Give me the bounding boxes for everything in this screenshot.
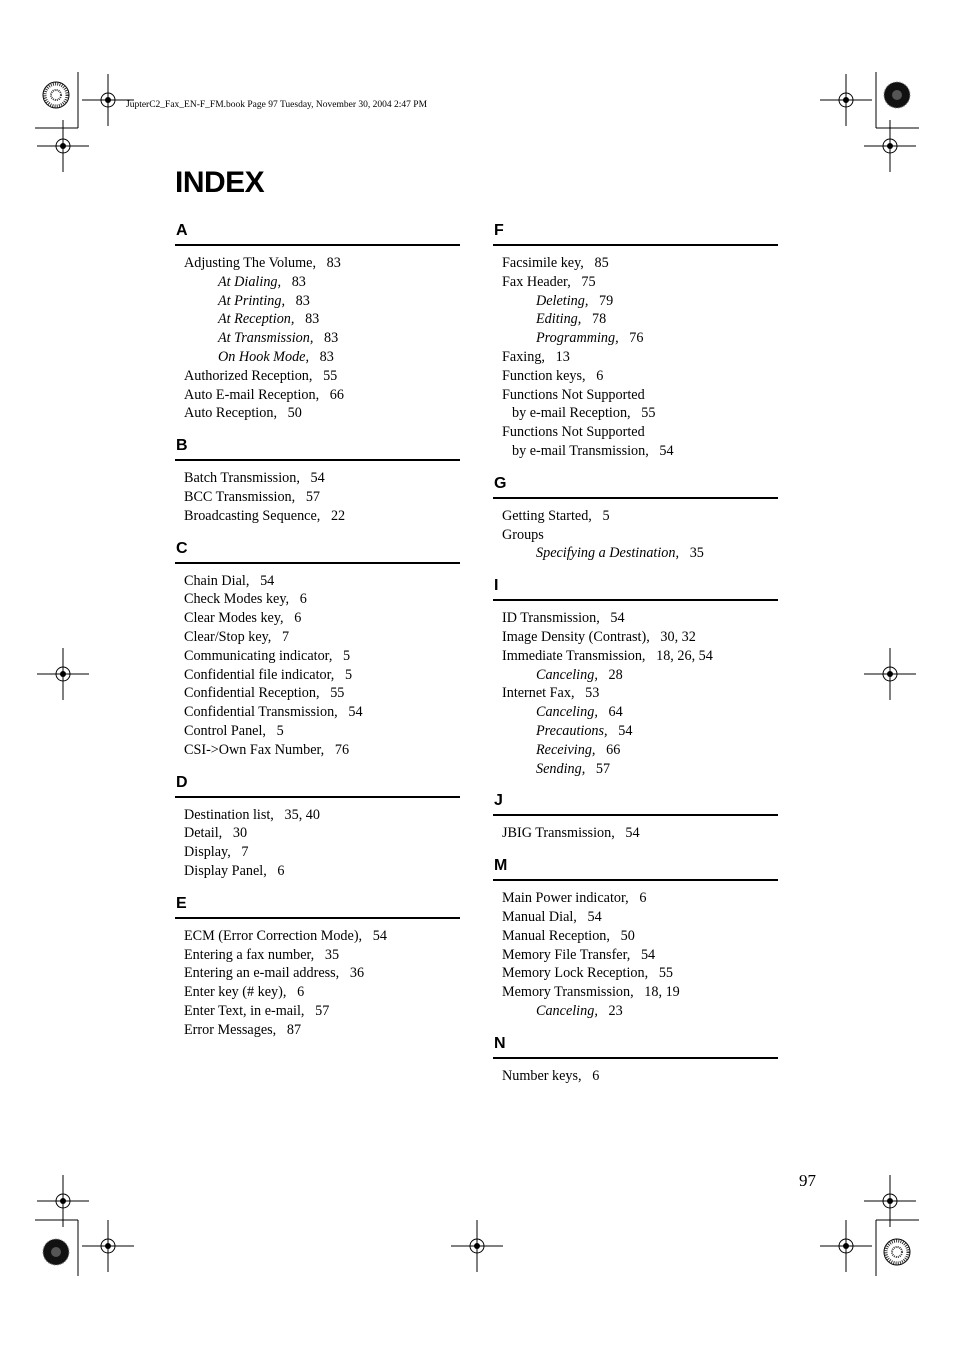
entry-term: On Hook Mode, [218, 348, 310, 365]
entry-term: Memory Lock Reception, [502, 965, 649, 982]
entry-page-ref[interactable]: 54 [372, 927, 387, 944]
index-entry [502, 628, 778, 647]
index-entry [502, 983, 778, 1002]
entry-page-ref[interactable]: 53 [585, 685, 600, 702]
index-entry [502, 908, 778, 927]
index-column-left [175, 218, 460, 1050]
index-entry-list [175, 798, 460, 881]
index-section-m [493, 853, 778, 1021]
entry-page-ref[interactable]: 54 [348, 704, 363, 721]
entry-term: ECM (Error Correction Mode), [184, 927, 363, 944]
entry-page-ref[interactable]: 35, 40 [284, 806, 320, 823]
entry-page-ref[interactable]: 6 [297, 984, 305, 1001]
index-entry [502, 684, 778, 703]
print-header-line: JupterC2_Fax_EN-F_FM.book Page 97 Tuesday, November 30, 2004 2:47 PM [126, 100, 428, 110]
entry-term: Memory File Transfer, [502, 946, 631, 963]
index-entry [184, 983, 460, 1002]
entry-term: Display Panel, [184, 862, 267, 879]
entry-term: Clear/Stop key, [184, 628, 272, 645]
index-entry [502, 824, 778, 843]
entry-page-ref[interactable]: 6 [299, 591, 307, 608]
index-entry-list [493, 881, 778, 1021]
index-section-a [175, 218, 460, 423]
entry-page-ref[interactable]: 23 [608, 1002, 623, 1019]
index-entry [502, 927, 778, 946]
entry-term: Internet Fax, [502, 685, 575, 702]
index-entry-list [493, 499, 778, 563]
entry-term: Enter Text, in e-mail, [184, 1002, 305, 1019]
entry-page-ref[interactable]: 54 [610, 610, 625, 627]
entry-term: Faxing, [502, 348, 545, 365]
entry-term: Enter key (# key), [184, 984, 287, 1001]
index-entry-list [175, 564, 460, 760]
index-entry [502, 404, 778, 423]
entry-page-ref[interactable]: 36 [349, 965, 365, 982]
entry-page-ref[interactable]: 5 [343, 647, 351, 664]
entry-term: Display, [184, 844, 231, 861]
entry-page-ref[interactable]: 22 [330, 507, 346, 524]
index-section-e [175, 891, 460, 1040]
index-subentry [184, 348, 460, 367]
entry-term: Editing, [536, 311, 582, 328]
index-entry [184, 367, 460, 386]
entry-page-ref[interactable]: 54 [587, 908, 602, 925]
entry-term: BCC Transmission, [184, 488, 296, 505]
entry-term: ID Transmission, [502, 610, 600, 627]
registration-mark-left [37, 648, 89, 700]
index-subentry [184, 310, 460, 329]
entry-term: Deleting, [536, 292, 589, 309]
index-subentry [502, 760, 778, 779]
entry-page-ref[interactable]: 35 [689, 545, 704, 562]
entry-page-ref[interactable]: 76 [629, 330, 644, 347]
index-section-b [175, 433, 460, 525]
entry-page-ref[interactable]: 55 [641, 405, 656, 422]
crop-mark-top-right [820, 72, 919, 172]
entry-term: Main Power indicator, [502, 890, 629, 907]
index-subentry [184, 292, 460, 311]
entry-page-ref[interactable]: 75 [581, 273, 596, 290]
crop-mark-bottom-right [820, 1175, 919, 1276]
index-entry [184, 628, 460, 647]
index-entry [184, 927, 460, 946]
entry-page-ref[interactable]: 18, 26, 54 [656, 647, 713, 664]
index-entry [502, 946, 778, 965]
section-letter: N [493, 1031, 778, 1059]
index-section-g [493, 471, 778, 563]
section-letter: G [493, 471, 778, 499]
index-entry [184, 609, 460, 628]
index-entry-list [493, 1059, 778, 1086]
entry-term: Canceling, [536, 704, 598, 721]
entry-term: Programming, [536, 330, 619, 347]
index-entry [184, 946, 460, 965]
entry-page-ref[interactable]: 55 [330, 685, 345, 702]
entry-page-ref[interactable]: 54 [260, 572, 275, 589]
entry-term: Check Modes key, [184, 591, 290, 608]
index-section-c [175, 536, 460, 760]
entry-term: Adjusting The Volume, [184, 255, 317, 271]
entry-term: Communicating indicator, [184, 647, 333, 664]
entry-page-ref[interactable]: 87 [286, 1021, 302, 1038]
index-section-n [493, 1031, 778, 1086]
index-entry [184, 572, 460, 591]
index-subentry [502, 703, 778, 722]
entry-page-ref[interactable]: 83 [319, 348, 334, 365]
index-subentry [502, 722, 778, 741]
entry-term: Broadcasting Sequence, [184, 507, 321, 524]
entry-term: Precautions, [536, 722, 608, 739]
entry-term: Functions Not Supported [502, 424, 645, 441]
entry-page-ref[interactable]: 6 [294, 610, 302, 627]
entry-term: Auto Reception, [184, 405, 277, 422]
index-section-i [493, 573, 778, 778]
index-entry [184, 843, 460, 862]
entry-term: Image Density (Contrast), [502, 628, 650, 645]
entry-page-ref[interactable]: 54 [625, 825, 640, 842]
entry-term: JBIG Transmission, [502, 825, 615, 842]
index-entry [184, 862, 460, 881]
entry-page-ref[interactable]: 64 [608, 704, 623, 721]
index-section-j [493, 788, 778, 843]
entry-term: Entering a fax number, [184, 946, 315, 963]
entry-term: Clear Modes key, [184, 610, 284, 627]
entry-term: Confidential Transmission, [184, 704, 338, 721]
entry-term: Memory Transmission, [502, 984, 634, 1001]
section-letter: B [175, 433, 460, 461]
entry-term: Getting Started, [502, 507, 592, 524]
index-subentry [502, 544, 778, 563]
index-entry [502, 367, 778, 386]
entry-page-ref[interactable]: 5 [602, 507, 610, 524]
index-entry [502, 348, 778, 367]
index-subentry [184, 273, 460, 292]
crop-mark-bottom-left [35, 1175, 134, 1276]
entry-term: Manual Reception, [502, 927, 610, 944]
index-entry [502, 964, 778, 983]
entry-term: Groups [502, 526, 544, 543]
page-title: INDEX [175, 166, 265, 199]
entry-term: At Reception, [218, 311, 295, 328]
entry-page-ref[interactable]: 30, 32 [660, 628, 696, 645]
index-entry [184, 741, 460, 760]
entry-page-ref[interactable]: 66 [329, 386, 344, 403]
index-subentry [502, 741, 778, 760]
entry-term: Fax Header, [502, 273, 571, 290]
entry-term: CSI->Own Fax Number, [184, 741, 325, 758]
entry-page-ref[interactable]: 54 [640, 946, 656, 963]
entry-term: Detail, [184, 825, 223, 842]
entry-page-ref[interactable]: 55 [658, 965, 673, 982]
entry-term: At Transmission, [218, 330, 314, 347]
index-entry-list [493, 816, 778, 843]
index-subentry [502, 666, 778, 685]
entry-page-ref[interactable]: 54 [618, 722, 633, 739]
index-entry [502, 423, 778, 442]
entry-term: Immediate Transmission, [502, 647, 646, 664]
entry-page-ref[interactable]: 66 [606, 741, 621, 758]
index-entry [184, 666, 460, 685]
index-entry-list [175, 919, 460, 1040]
index-entry [502, 1067, 778, 1086]
index-entry [184, 806, 460, 825]
section-letter: A [175, 218, 460, 246]
entry-page-ref[interactable]: 79 [599, 292, 614, 309]
index-entry [184, 1021, 460, 1040]
index-entry [502, 386, 778, 405]
entry-page-ref[interactable]: 83 [326, 255, 341, 271]
index-subentry [502, 310, 778, 329]
entry-term: Authorized Reception, [184, 367, 313, 384]
entry-term: Manual Dial, [502, 908, 577, 925]
index-entry [184, 386, 460, 405]
entry-page-ref[interactable]: 85 [594, 255, 609, 271]
section-letter: I [493, 573, 778, 601]
entry-term: by e-mail Reception, [512, 405, 631, 422]
entry-term: Canceling, [536, 666, 598, 683]
entry-page-ref[interactable]: 83 [305, 311, 320, 328]
index-entry [184, 964, 460, 983]
index-section-f [493, 218, 778, 461]
entry-term: At Dialing, [218, 273, 282, 290]
index-entry [184, 254, 460, 273]
section-letter: F [493, 218, 778, 246]
entry-term: Facsimile key, [502, 255, 584, 271]
index-entry [184, 488, 460, 507]
index-entry [184, 404, 460, 423]
entry-page-ref[interactable]: 28 [608, 666, 623, 683]
entry-term: At Printing, [218, 292, 285, 309]
page-number: 97 [799, 1171, 816, 1190]
entry-term: Receiving, [536, 741, 596, 758]
index-entry [184, 469, 460, 488]
index-entry [502, 254, 778, 273]
entry-term: Functions Not Supported [502, 386, 645, 403]
entry-page-ref[interactable]: 18, 19 [644, 984, 680, 1001]
index-entry [502, 442, 778, 461]
index-entry [502, 507, 778, 526]
entry-page-ref[interactable]: 83 [295, 292, 310, 309]
entry-term: Function keys, [502, 367, 586, 384]
index-entry [184, 824, 460, 843]
index-subentry [502, 329, 778, 348]
entry-term: Confidential Reception, [184, 685, 320, 702]
registration-mark-bottom-center [451, 1220, 503, 1272]
entry-page-ref[interactable]: 7 [241, 844, 249, 861]
entry-page-ref[interactable]: 57 [315, 1002, 330, 1019]
entry-term: Canceling, [536, 1002, 598, 1019]
index-entry [502, 889, 778, 908]
entry-term: Confidential file indicator, [184, 666, 335, 683]
index-column-right [493, 218, 778, 1096]
entry-page-ref[interactable]: 50 [287, 405, 302, 422]
entry-page-ref[interactable]: 55 [323, 367, 338, 384]
entry-page-ref[interactable]: 54 [310, 470, 325, 487]
index-entry-list [175, 246, 460, 423]
index-entry [502, 609, 778, 628]
registration-mark-right [864, 648, 916, 700]
index-entry [184, 507, 460, 526]
entry-page-ref[interactable]: 57 [595, 760, 611, 777]
index-entry [184, 722, 460, 741]
index-entry [184, 590, 460, 609]
entry-page-ref[interactable]: 35 [324, 946, 340, 963]
index-entry [502, 526, 778, 545]
entry-page-ref[interactable]: 83 [324, 330, 339, 347]
section-letter: D [175, 770, 460, 798]
entry-term: Control Panel, [184, 722, 266, 739]
entry-page-ref[interactable]: 6 [592, 1067, 600, 1084]
entry-term: Specifying a Destination, [536, 545, 680, 562]
entry-page-ref[interactable]: 50 [620, 927, 635, 944]
entry-page-ref[interactable]: 30 [232, 825, 248, 842]
entry-page-ref[interactable]: 83 [291, 273, 306, 290]
index-section-d [175, 770, 460, 881]
section-letter: C [175, 536, 460, 564]
entry-term: Entering an e-mail address, [184, 965, 340, 982]
entry-page-ref[interactable]: 57 [305, 488, 321, 505]
entry-term: Error Messages, [184, 1021, 277, 1038]
entry-page-ref[interactable]: 5 [344, 666, 353, 683]
index-entry [184, 684, 460, 703]
entry-page-ref[interactable]: 7 [281, 628, 290, 645]
index-entry [184, 703, 460, 722]
section-letter: M [493, 853, 778, 881]
entry-page-ref[interactable]: 6 [596, 367, 604, 384]
index-entry-list [493, 601, 778, 778]
index-subentry [184, 329, 460, 348]
entry-term: Number keys, [502, 1067, 582, 1084]
index-entry [502, 647, 778, 666]
section-letter: E [175, 891, 460, 919]
entry-term: Auto E-mail Reception, [184, 386, 320, 403]
index-entry [502, 273, 778, 292]
index-entry [184, 1002, 460, 1021]
entry-page-ref[interactable]: 13 [555, 348, 570, 365]
entry-page-ref[interactable]: 54 [659, 442, 674, 459]
entry-term: Chain Dial, [184, 572, 250, 589]
entry-term: Batch Transmission, [184, 470, 300, 487]
entry-term: Destination list, [184, 806, 274, 823]
entry-page-ref[interactable]: 6 [277, 862, 285, 879]
entry-page-ref[interactable]: 5 [276, 722, 284, 739]
index-entry-list [175, 461, 460, 525]
index-subentry [502, 292, 778, 311]
entry-term: Sending, [536, 760, 586, 777]
index-entry-list [493, 246, 778, 461]
crop-mark-top-left [35, 72, 134, 172]
entry-page-ref[interactable]: 6 [639, 890, 647, 907]
entry-page-ref[interactable]: 78 [591, 311, 607, 328]
section-letter: J [493, 788, 778, 816]
index-subentry [502, 1002, 778, 1021]
entry-page-ref[interactable]: 76 [334, 741, 350, 758]
index-entry [184, 647, 460, 666]
entry-term: by e-mail Transmission, [512, 442, 649, 459]
